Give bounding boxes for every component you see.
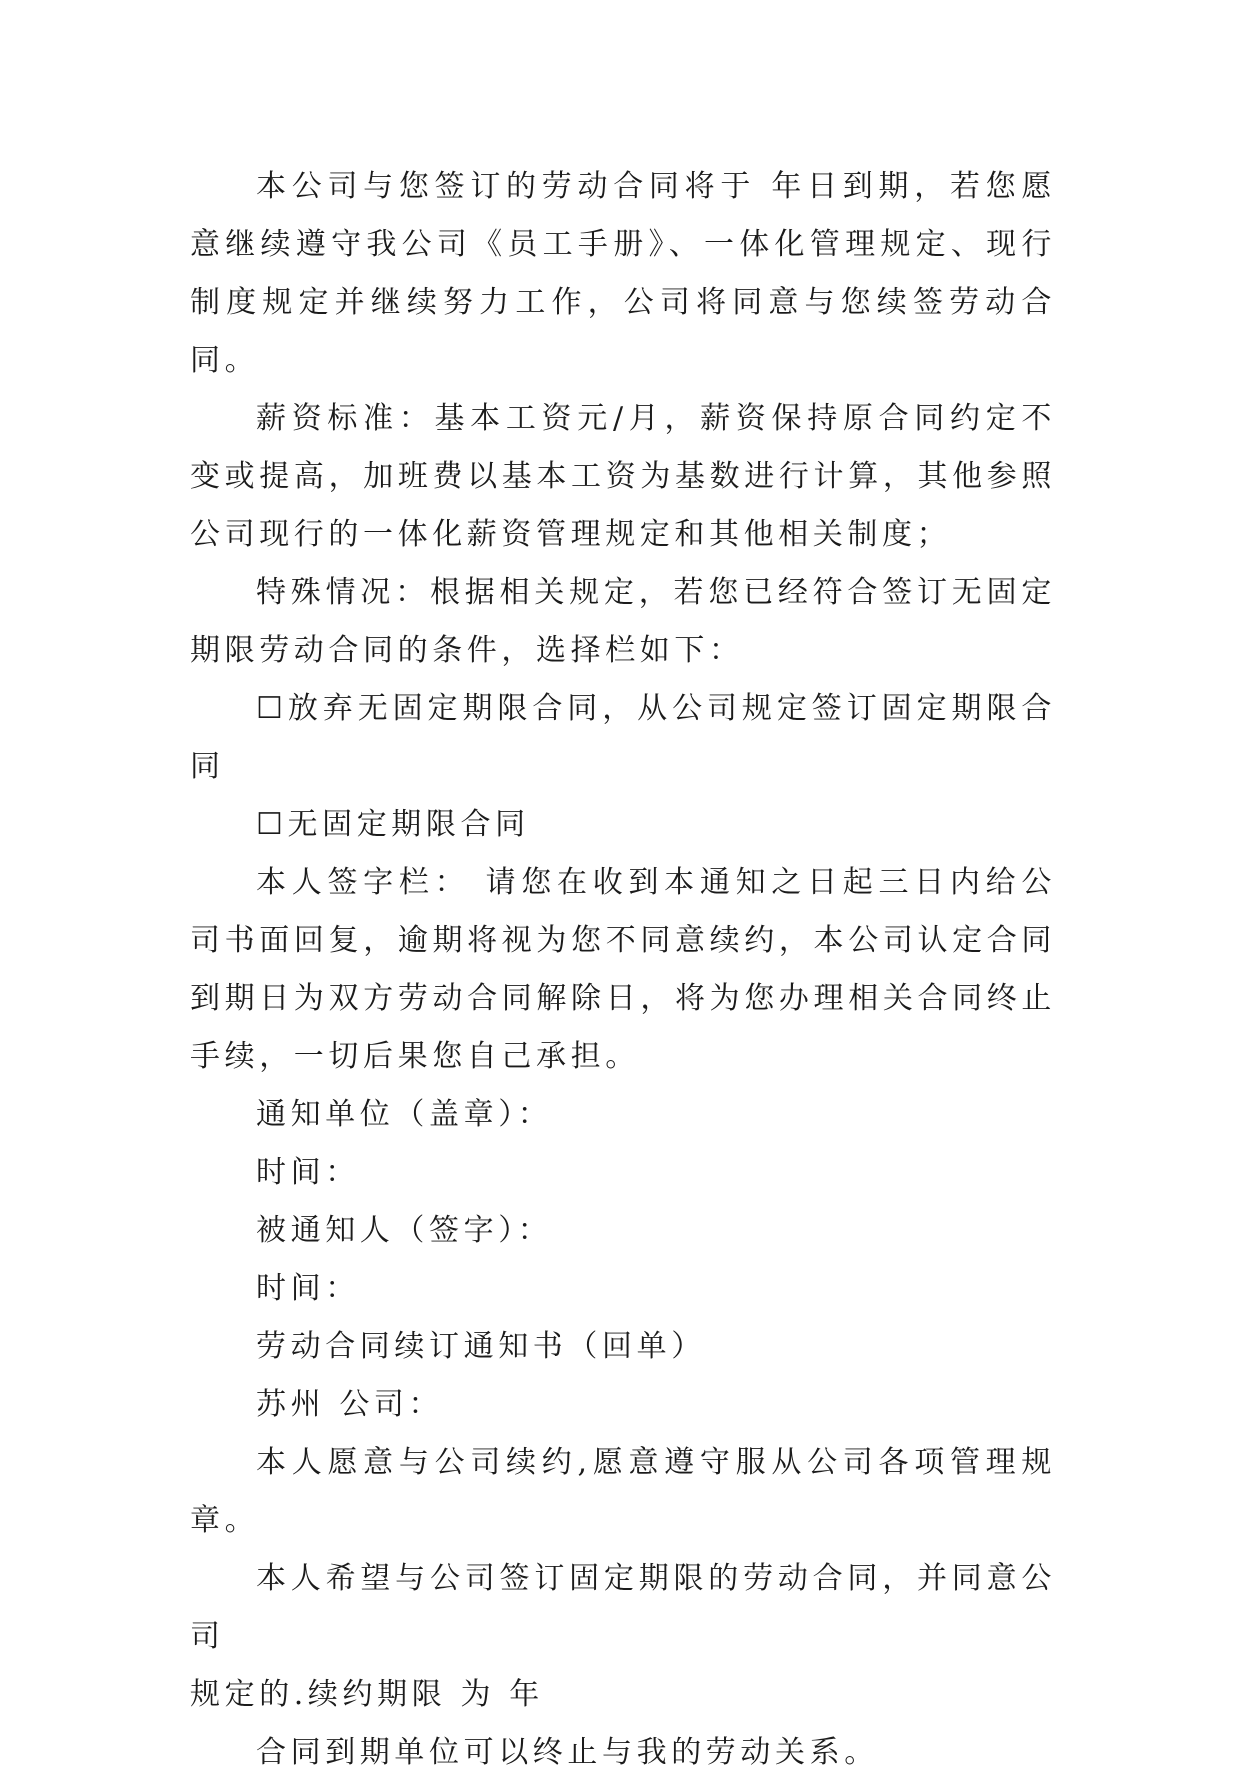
salary-standard-paragraph: 薪资标准：基本工资元/月，薪资保持原合同约定不变或提高，加班费以基本工资为基数进行计算，其他参照公司现行的一体化薪资管理规定和其他相关制度； — [190, 401, 1056, 552]
company-addressee: 苏州 公司： — [256, 1387, 444, 1422]
special-circumstances-paragraph: 特殊情况：根据相关规定，若您已经符合签订无固定期限劳动合同的条件，选择栏如下： — [190, 575, 1056, 668]
option-open-ended-checkbox-line[interactable]: ☐无固定期限合同 — [256, 807, 530, 842]
contract-expiry-paragraph: 本公司与您签订的劳动合同将于 年日到期，若您愿意继续遵守我公司《员工手册》、一体化管理规定、现行制度规定并继续努力工作，公司将同意与您续签劳动合同。 — [190, 169, 1056, 378]
document-body — [190, 158, 1056, 1782]
termination-paragraph: 合同到期单位可以终止与我的劳动关系。 — [256, 1735, 879, 1770]
notifying-unit-field: 通知单位（盖章）： — [256, 1097, 553, 1132]
receipt-title: 劳动合同续订通知书（回单） — [256, 1329, 706, 1364]
option-fixed-term-checkbox-line[interactable]: ☐放弃无固定期限合同，从公司规定签订固定期限合同 — [190, 691, 1056, 784]
fixed-term-wish-line-2: 规定的.续约期限 为 年 — [190, 1677, 544, 1712]
notified-time-field: 时间： — [256, 1271, 360, 1306]
notify-time-field: 时间： — [256, 1155, 360, 1190]
fixed-term-wish-paragraph — [190, 1550, 1056, 1724]
renewal-willingness-paragraph: 本人愿意与公司续约,愿意遵守服从公司各项管理规章。 — [190, 1445, 1056, 1538]
notified-person-field: 被通知人（签字）： — [256, 1213, 553, 1248]
signature-notice-paragraph: 本人签字栏： 请您在收到本通知之日起三日内给公司书面回复，逾期将视为您不同意续约，本公司认定合同到期日为双方劳动合同解除日，将为您办理相关合同终止手续，一切后果您自己承担。 — [190, 865, 1056, 1074]
fixed-term-wish-line-1: 本人希望与公司签订固定期限的劳动合同，并同意公司 — [190, 1561, 1056, 1654]
